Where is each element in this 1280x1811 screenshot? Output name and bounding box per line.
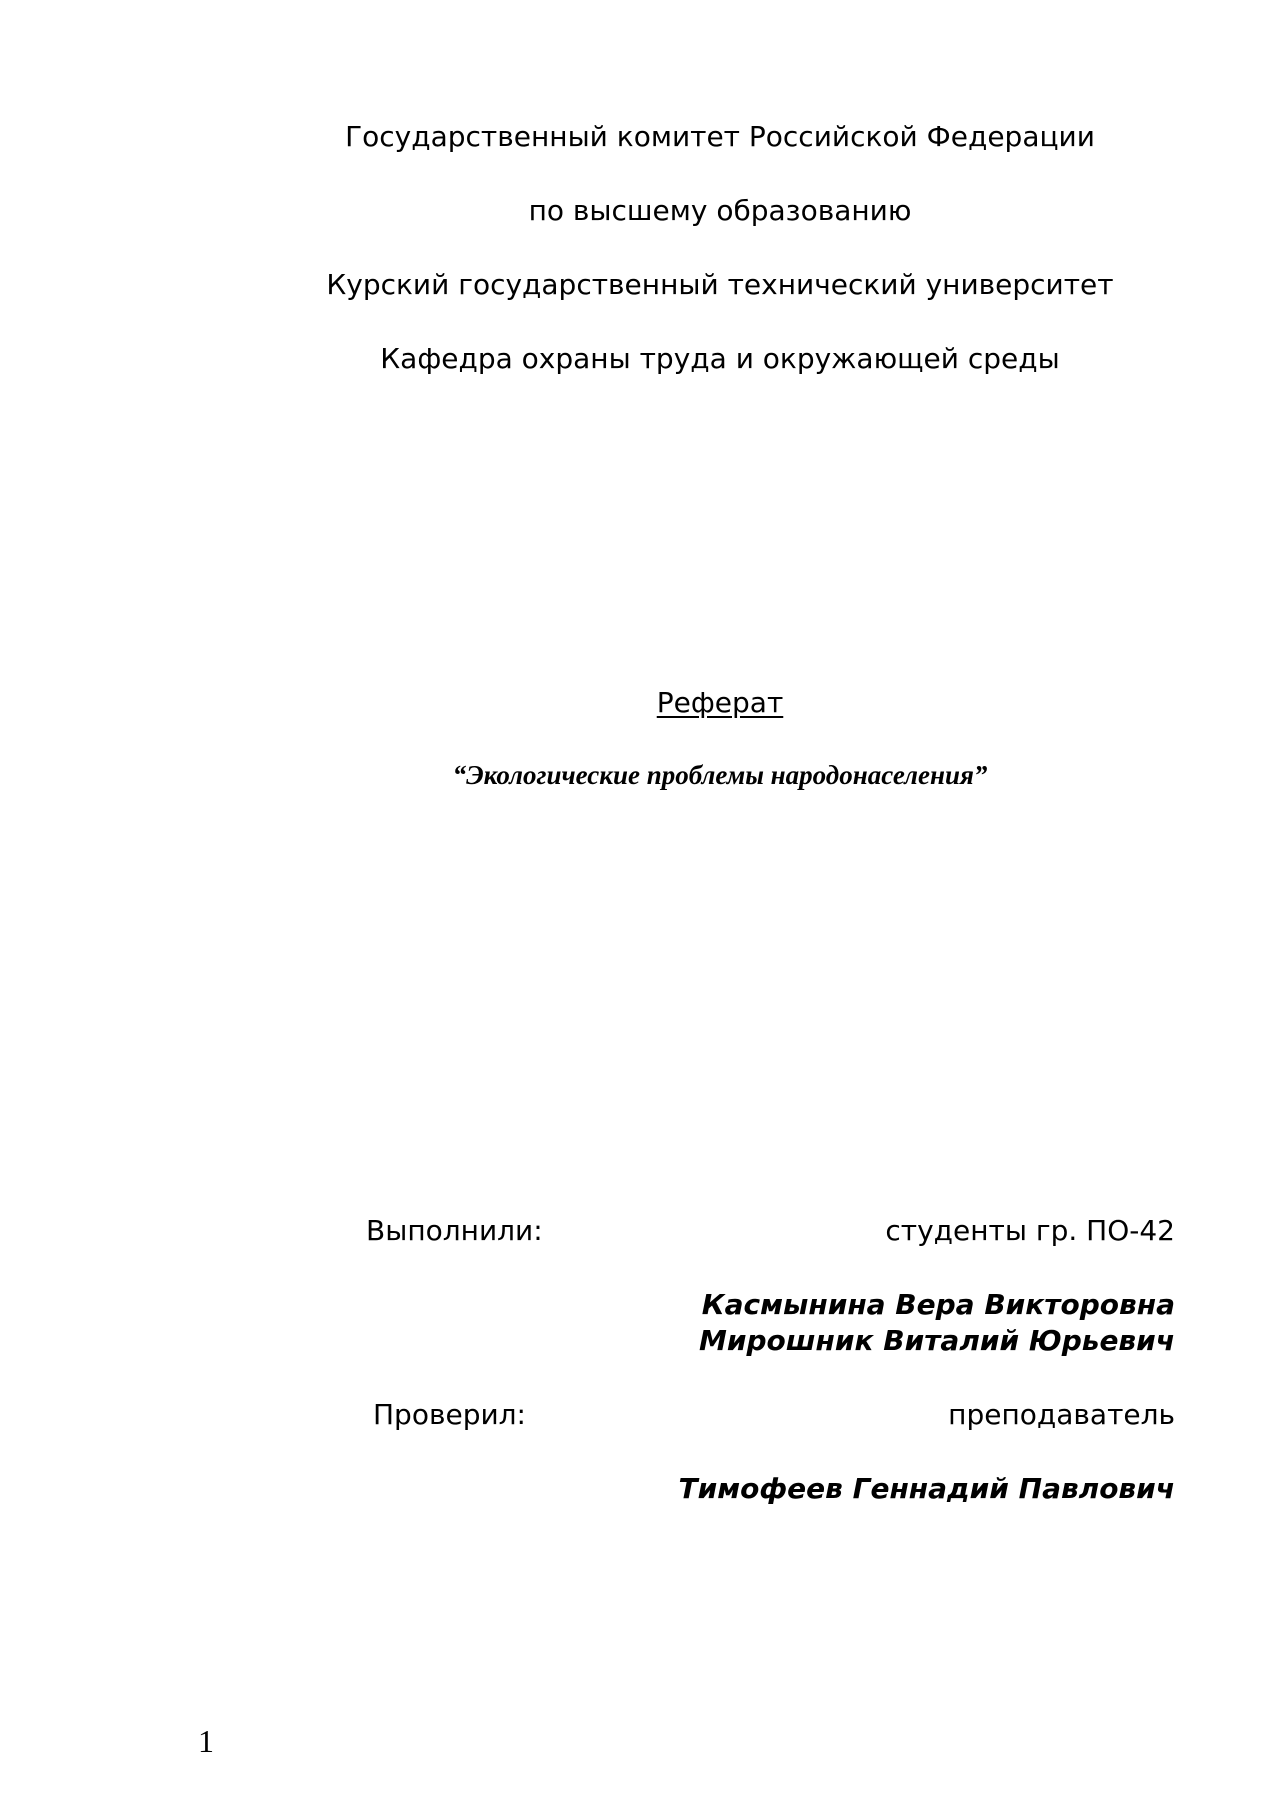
checked-role: преподаватель — [948, 1398, 1175, 1431]
performed-role: студенты гр. ПО-42 — [885, 1214, 1175, 1247]
page-number: 1 — [198, 1723, 214, 1759]
department-name: Кафедра охраны труда и окружающей среды — [380, 342, 1060, 375]
performed-label: Выполнили: — [366, 1214, 543, 1247]
document-title: “Экологические проблемы народонаселения” — [452, 760, 988, 790]
university-name: Курский государственный технический университет — [326, 268, 1114, 301]
checked-label: Проверил: — [373, 1398, 526, 1431]
student-name-1: Касмынина Вера Викторовна — [701, 1288, 1175, 1321]
committee-name: Государственный комитет Российской Федерации — [345, 120, 1095, 153]
teacher-name: Тимофеев Геннадий Павлович — [678, 1472, 1175, 1505]
document-type: Реферат — [656, 686, 784, 719]
student-name-2: Мирошник Виталий Юрьевич — [699, 1324, 1175, 1357]
committee-subtitle: по высшему образованию — [528, 194, 912, 227]
